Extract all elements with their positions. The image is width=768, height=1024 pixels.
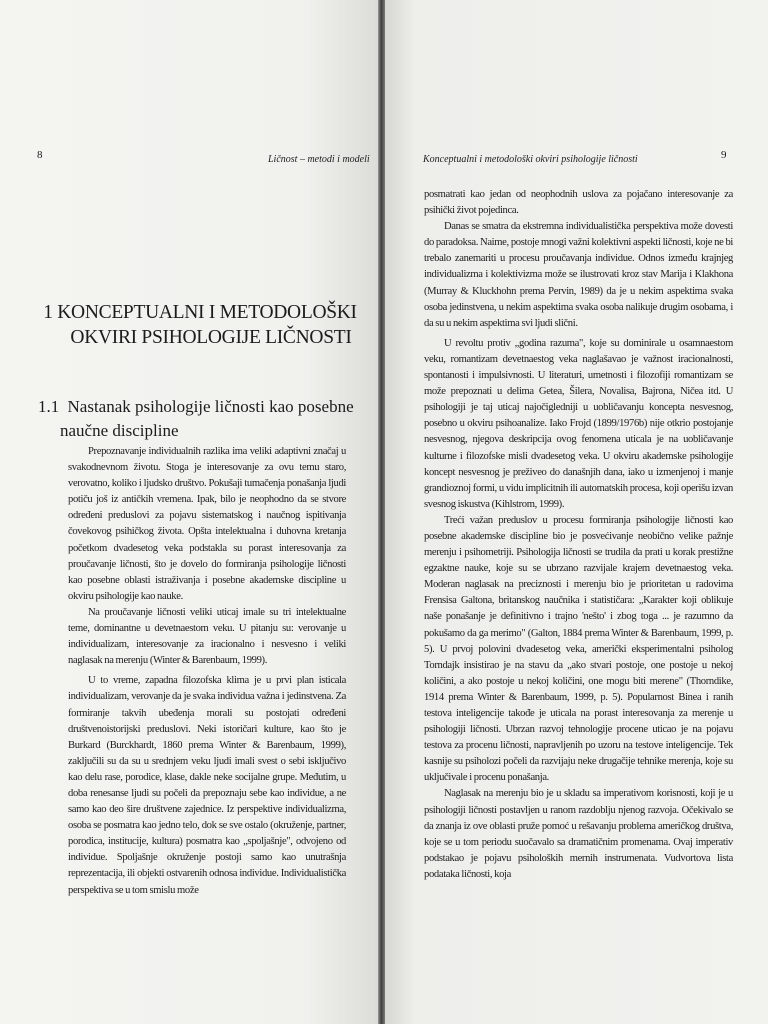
paragraph: Danas se smatra da ekstremna individualistička perspektiva može dovesti do paradoksa. Naime, postoje mnogi važni kolektivni aspekti ličnosti, koje ne bi trebalo zanemariti u procesu proučavanja individue. Odnos između krajnjeg individualizma i kolektivizma može se ilustrovati kroz stav Marija i Klakhona (Murray & Kluckhohn prema Pervin, 1989) da je u nekim aspektima svaka osoba jedinstvena, u nekim aspektima svaka osoba nalikuje drugim osobama, i da su u nekim aspektima svi ljudi slični. <box>424 221 733 329</box>
chapter-heading-line-1 <box>40 300 360 325</box>
section-title-line-1: Nastanak psihologije ličnosti kao posebne <box>67 397 354 416</box>
paragraph: Prepoznavanje individualnih razlika ima veliki adaptivni značaj u svakodnevnom životu. Stoga je interesovanje za ovu temu staro, verovatno, koliko i ljudsko društvo. Pokušaji tumačenja ponašanja ljudi potiču još iz antičkih vremena. Ipak, bilo je neophodno da se stvore određeni preduslovi za pojavu sistematskog i naučnog ispitivanja čovekovog psihičkog života. Opšta intelektualna i duhovna kretanja početkom dvadesetog veka podstakla su porast interesovanja za proučavanje ličnosti, što je dovelo do formiranja psihologije ličnosti kao posebne oblasti istraživanja i posebne akademske discipline u okviru psihologije kao nauke. <box>68 446 346 602</box>
right-body-text <box>424 187 733 883</box>
paragraph: Treći važan preduslov u procesu formiranja psihologije ličnosti kao posebne akademske discipline bio je posvećivanje neobično velike pažnje merenju i psihometriji. Psihologija ličnosti se trudila da prati u korak prestižne egzaktne nauke, koje su se ubrzano razvijale krajem devetnaestog veka. Moderan naglasak na preciznosti i merenju bio je prioritetan u radovima Frensisa Galtona, britanskog naučnika i statističara: „Karakter koji oblikuje naše ponašanje je definitivno i trajno 'nešto' i zbog toga ... je razumno da pokušamo da ga merimo" (Galton, 1884 prema Winter & Barenbaum, 1999, p. 5). U prvoj polovini dvadesetog veka, američki eksperimentalni psiholog Torndajk insistirao je na stavu da „ako stvari postoje, one postoje u nekoj količini, a ako postoje u nekoj količini, one mogu biti merene" (Thorndike, 1914 prema Winter & Barenbaum, 1999, p. 5). Popularnost Bineа i ranih testova inteligencije takođe je uticala na porast interesovanja za merenje u psihologiji ličnosti. Ubrzan razvoj tehnologije procene uticao je na pojavu testova za procenu ličnosti, napravljenih po uzoru na testove inteligencije. Tek kasnije su psiholozi počeli da razvijaju neke drugačije tehnike merenja, koje su uključivale i procenu ponašanja. <box>424 514 733 784</box>
chapter-title-line-2: OKVIRI PSIHOLOGIJE LIČNOSTI <box>70 327 352 348</box>
right-page-number: 9 <box>721 149 727 161</box>
section-heading <box>38 395 358 443</box>
left-body-text <box>68 444 346 899</box>
right-running-head: Konceptualni i metodološki okviri psihologije ličnosti <box>423 154 638 165</box>
paragraph: U revoltu protiv „godina razuma", koje su dominirale u osamnaestom veku, romantizam devetnaestog veka naglašavao je važnost iracionalnosti, spontanosti i impulsivnosti. U literaturi, umetnosti i filozofiji romantizam se može prepoznati u delima Getea, Šilera, Novalisa, Bajrona, Ničea itd. U psihologiji je taj uticaj najočigledniji u uobličavanju koncepta nesvesnog, posebno u okviru psihoanalize. Iako Frojd (1899/1976b) nije otkrio postojanje nesvesnog, njegova deskripcija ovog fenomena uticala je na uobličavanje kulturne i filozofske misli dvadesetog veka. U okviru akademske psihologije koncept nesvesnog je preživeo do današnjih dana, iako u izmenjenoj i manje grandioznoj formi, u vidu implicitnih ili automatskih procesa, koji operišu izvan svesnog iskustva (Kihlstrom, 1999). <box>424 337 733 510</box>
section-number: 1.1 <box>38 397 60 416</box>
paragraph: Na proučavanje ličnosti veliki uticaj imale su tri intelektualne teme, dominantne u devetnaestom veku. U pitanju su: verovanje u individualizam, interesovanje za iracionalno i nesvesno i veliki naglasak na merenju (Winter & Barenbaum, 1999). <box>68 606 346 667</box>
paragraph: U to vreme, zapadna filozofska klima je u prvi plan isticala individualizam, verovanje da je svaka individua važna i jedinstvena. Za formiranje takvih ubeđenja morali su postojati određeni društvenoistorijski preduslovi. Neki istoričari kulture, kao što je Burkard (Burckhardt, 1860 prema Winter & Barenbaum, 1999), zaključili su da su u srednjem veku ljudi imali svest o sebi isključivo kao delu rase, porodice, klase, dakle neke socijalne grupe. Međutim, u doba renesanse ljudi su počeli da prepoznaju sebe kao individue, a ne samo kao deo šire društvene zajednice. Iz perspektive individualizma, osoba se posmatra kao jedno telo, dok se sve ostalo (okruženje, partner, porodica, institucije, kultura) posmatra kao „spoljašnje", odvojeno od individue. Spoljašnje okruženje postoji samo kao unutrašnja reprezentacija, ili objekti ostvarenih odnosa individue. Individualistička perspektiva se u tom smislu može <box>68 675 346 896</box>
section-title-line-2: naučne discipline <box>60 421 179 440</box>
paragraph: posmatrati kao jedan od neophodnih uslova za pojačano interesovanje za psihički život pojedinca. <box>424 189 733 217</box>
left-page-number: 8 <box>37 149 43 161</box>
chapter-title-line-1: KONCEPTUALNI I METODOLOŠKI <box>57 302 357 323</box>
section-heading-line-1 <box>38 395 358 419</box>
chapter-heading <box>40 300 360 350</box>
paragraph: Naglasak na merenju bio je u skladu sa imperativom korisnosti, koji je u psihologiji ličnosti postavljen u ranom razdoblju njenog razvoja. Očekivalo se da znanja iz ove oblasti pruže pomoć u rešavanju problema američkog društva, koje se u tom periodu suočavalo sa dramatičnim promenama. Ovaj imperativ podstakao je pojavu psiholoških mernih instrumenata. Vudvortova lista podataka ličnosti, koja <box>424 788 733 880</box>
left-page <box>0 0 378 1024</box>
chapter-number: 1 <box>43 302 53 323</box>
left-running-head: Ličnost – metodi i modeli <box>268 154 370 165</box>
book-gutter <box>378 0 385 1024</box>
